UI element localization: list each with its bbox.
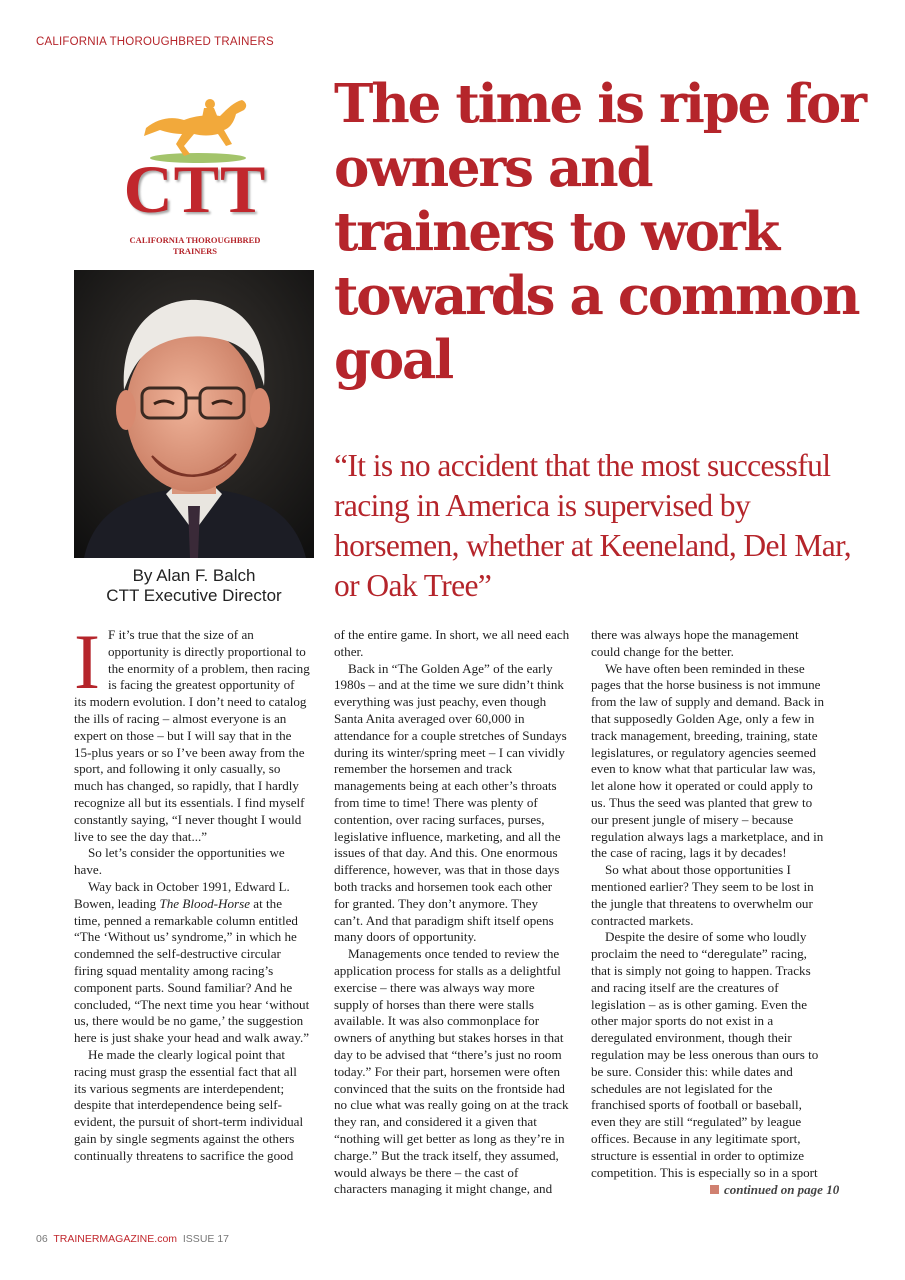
page-number: 06 (36, 1233, 48, 1245)
logo-subtitle-line2: TRAINERS (173, 246, 217, 256)
page-footer (36, 1233, 229, 1245)
article-paragraph: Despite the desire of some who loudly proclaim the need to “deregulate” racing, that is simply not going to happen. Tracks and racing itself are the creatures of legislation – as is other gaming. Even the other major sports do not exist in a deregulated environment, though their regulation may be less onerous than ours to be sure. Consider this: while dates and schedules are not legislated for the franchised sports of football or baseball, even they are still “regulated” by league offices. Because in any legitimate sport, structure is essential in order to optimize competition. This is especially so in a sport (591, 929, 819, 1180)
portrait-photo-icon (74, 270, 314, 558)
ctt-logo (110, 94, 280, 264)
article-paragraph: We have often been reminded in these pages that the horse business is not immune from the law of supply and demand. Back in that supposedly Golden Age, only a few in track management, breeding, training, state legislatures, or regulatory agencies seemed even to know what that particular law was, let alone how it operated or could apply to us. Thus the seed was planted that grew to our present jungle of misery – because regulation always lags a marketplace, and in the case of racing, lags it by decades! (591, 660, 825, 861)
headline: The time is ripe for owners and trainers to work towards a common goal (334, 73, 865, 391)
logo-subtitle-line1: CALIFORNIA THOROUGHBRED (129, 235, 261, 245)
pull-quote: “It is no accident that the most successful racing in America is supervised by horsemen, whether at Keeneland, Del Mar, or Oak Tree” (334, 448, 852, 603)
article-paragraph: So what about those opportunities I mentioned earlier? They seem to be lost in the jungle that threatens to overwhelm our contracted markets. (591, 862, 814, 928)
publication-title: The Blood-Horse (159, 895, 251, 911)
article-paragraph (74, 879, 310, 1047)
article-paragraph: of the entire game. In short, we all need each other. (334, 627, 570, 659)
byline (74, 566, 314, 606)
site-domain: .com (154, 1233, 178, 1245)
issue-label: ISSUE 17 (182, 1233, 229, 1245)
article-column-2 (334, 627, 570, 1198)
article-paragraph: there was always hope the management could change for the better. (591, 627, 799, 659)
section-label: CALIFORNIA THOROUGHBRED TRAINERS (36, 36, 274, 48)
square-bullet-icon (710, 1185, 719, 1194)
continued-link[interactable] (710, 1182, 839, 1198)
article-paragraph: So let’s consider the opportunities we have. (74, 845, 285, 878)
continued-text: continued on page 10 (724, 1182, 840, 1197)
article-paragraph: Back in “The Golden Age” of the early 1980s – and at the time we sure didn’t think everything was just peachy, even though Santa Anita averaged over 60,000 in attendance for a couple stretches of Sundays during its winter/spring meet – I can vividly remember the horsemen and track managements being at each other’s throats from time to time! There was plenty of contention, over racing surfaces, purses, legislative influence, marketing, and all the issues of that day. And this. One enormous difference, however, was that in those days both tracks and horsemen took each other for granted. They don’t anymore. They can’t. And that paradigm shift itself opens many doors of opportunity. (334, 660, 567, 945)
author-photo (74, 270, 314, 558)
drop-cap: I (74, 618, 100, 705)
lead-text: F it’s true that the size of an opportunity is directly proportional to the enormity of a problem, then racing is facing the greatest opportunity of its modern evolution. I don’t need to catalog the ills of racing – almost everyone is an expert on those – but I will say that in the 15-plus years or so I’ve been away from the sport, and following it only casually, so much has changed, so rapidly, that I hardly recognize all but its essentials. I find myself constantly saying, “I never thought I would live to see the day that...” (74, 627, 310, 844)
author-title: CTT Executive Director (106, 586, 282, 605)
article-paragraph: He made the clearly logical point that racing must grasp the essential fact that all its various segments are interdependent; despite that interdependence being self-evident, the pursuit of short-term individual gain by single segments against the others continually threatens to sacrifice the good (74, 1046, 304, 1163)
article-column-1 (74, 618, 310, 1165)
article-paragraph: Managements once tended to review the application process for stalls as a delightful exercise – there was always way more supply of horses than there were stalls available. It was also commonplace for owners of anything but stakes horses in that day to be advised that “there’s just no room today.” For their part, horsemen were often convinced that the suits on the frontside had no clue what was really going on at the track they ran, and considered it a given that “nothing will get better as long as they’re in charge.” But the track itself, they assumed, would always be there – the cast of characters managing it might change, and (334, 946, 569, 1197)
author-name: By Alan F. Balch (132, 566, 256, 585)
logo-initials: CTT (123, 151, 267, 227)
article-paragraph (74, 618, 310, 845)
site-name-text: TRAINERMAGAZINE (53, 1233, 155, 1245)
site-name[interactable] (53, 1233, 177, 1245)
article-column-3 (591, 627, 827, 1181)
logo-subtitle (110, 235, 280, 257)
paragraph-text: Way back in October 1991, Edward L. Bowen, leading (74, 878, 290, 911)
paragraph-text: at the time, penned a remarkable column entitled “The ‘Without us’ syndrome,” in which he condemned the self-destructive circular firing squad mentality among racing’s component parts. Sound familiar? And he concluded, “The next time you hear ‘without us, there would be no game,’ the suggestion here is just shake your head and walk away.” (74, 895, 310, 1046)
